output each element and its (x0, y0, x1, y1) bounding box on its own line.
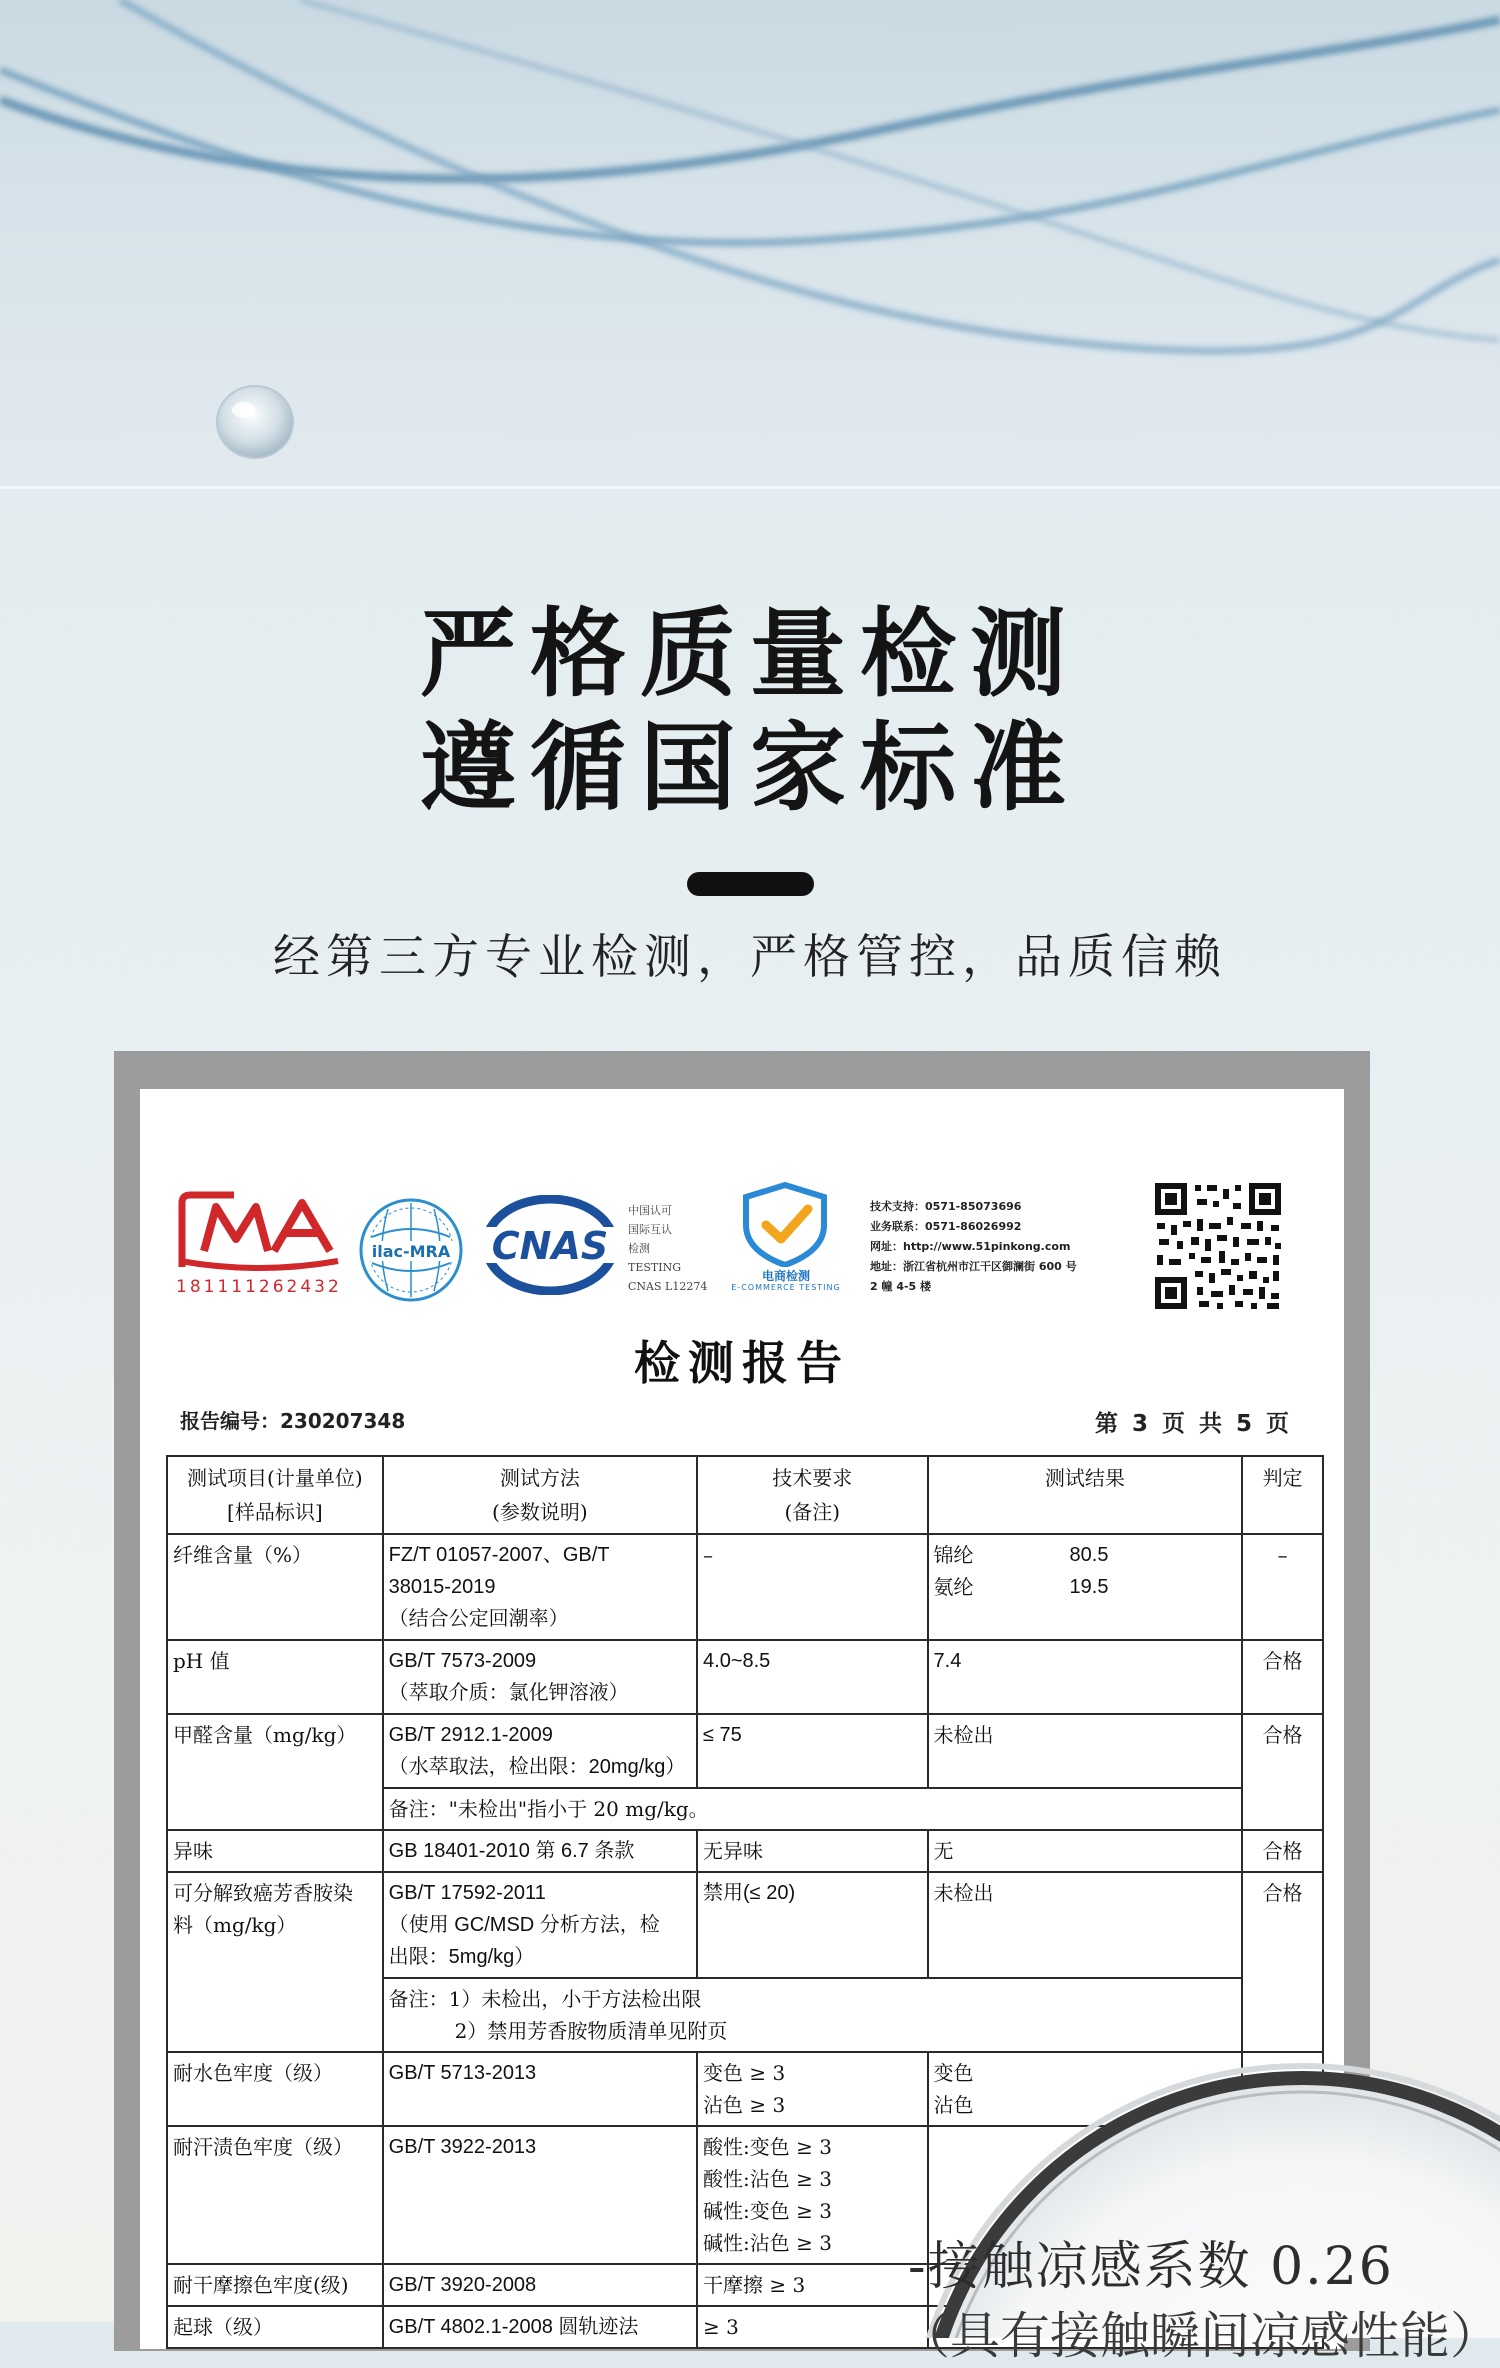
divider-bar (687, 872, 814, 896)
cell-method (383, 1640, 697, 1714)
method-line: （结合公定回潮率） (388, 1608, 569, 1630)
req-line: 酸性:沾色 ≥ 3 (703, 2167, 832, 2191)
cell-method: GB/T 3922-2013 (383, 2126, 697, 2264)
report-number: 报告编号：230207348 (180, 1409, 406, 1433)
cell-method (383, 1714, 697, 1788)
header-method (383, 1456, 697, 1534)
header-req-sub: (备注) (784, 1500, 841, 1524)
fiber-value: 80.5 (1069, 1544, 1109, 1566)
subtitle: 经第三方专业检测，严格管控，品质信赖 (273, 930, 1227, 985)
req-line: 变色 ≥ 3 (703, 2061, 786, 2085)
header-req-label: 技术要求 (772, 1466, 853, 1490)
hero-image (0, 0, 1500, 489)
cell-method: GB 18401-2010 第 6.7 条款 (383, 1830, 697, 1872)
cell-item: 纤维含量（%） (167, 1534, 383, 1640)
table-row (167, 1830, 1323, 1872)
contact-line: 2 幢 4-5 楼 (870, 1280, 932, 1293)
cnas-text-line: 国际互认 (628, 1223, 672, 1236)
header-requirement (697, 1456, 928, 1534)
cell-result: 未检出 (928, 1714, 1243, 1788)
cell-result: 无 (928, 1830, 1243, 1872)
method-line: 38015-2019 (388, 1576, 496, 1598)
cell-item (167, 1872, 383, 2052)
cell-item: 耐干摩擦色牢度(级) (167, 2264, 383, 2306)
cell-judgement: 合格 (1242, 1872, 1323, 2052)
cell-judgement: – (1242, 1534, 1323, 1640)
table-row (167, 1640, 1323, 1714)
cell-method: GB/T 3920-2008 (383, 2264, 697, 2306)
header-method-label: 测试方法 (499, 1466, 580, 1490)
cell-judgement: 合格 (1242, 1640, 1323, 1714)
cell-item: 甲醛含量（mg/kg） (167, 1714, 383, 1830)
cell-requirement: 4.0~8.5 (697, 1640, 928, 1714)
cnas-text-line: 中国认可 (628, 1204, 672, 1217)
req-line: 碱性:变色 ≥ 3 (703, 2199, 832, 2223)
note-line: 备注：1）未检出，小于方法检出限 (388, 1987, 702, 2011)
contact-info (870, 1197, 1077, 1297)
cell-result (928, 1534, 1243, 1640)
cnas-text-line: CNAS L12274 (628, 1280, 708, 1293)
result-line: 变色 (933, 2061, 974, 2085)
contact-line: 地址：浙江省杭州市江干区御澜街 600 号 (870, 1260, 1077, 1273)
cell-judgement: 合格 (1242, 1830, 1323, 1872)
cell-requirement: – (697, 1534, 928, 1640)
header-result-label: 测试结果 (1044, 1466, 1125, 1490)
headline-line-2: 遵循国家标准 (420, 712, 1080, 824)
cell-method (383, 1534, 697, 1640)
header-method-sub: (参数说明) (492, 1500, 588, 1524)
ilac-mra-logo (358, 1197, 464, 1303)
cell-method: GB/T 5713-2013 (383, 2052, 697, 2126)
cma-number: 181111262432 (176, 1277, 342, 1297)
table-header-row (167, 1456, 1323, 1534)
cell-method (383, 1872, 697, 1978)
cell-result: 7.4 (928, 1640, 1243, 1714)
result-line: 沾色 (933, 2093, 974, 2117)
cnas-accreditation-text (628, 1201, 707, 1296)
cell-judgement: 合格 (1242, 1714, 1323, 1830)
header-judgement (1242, 1456, 1323, 1534)
req-line: 酸性:变色 ≥ 3 (703, 2135, 832, 2159)
method-line: GB/T 2912.1-2009 (388, 1724, 553, 1746)
fiber-name: 氨纶 (933, 1575, 974, 1599)
cnas-logo (480, 1195, 620, 1295)
cell-requirement: 干摩擦 ≥ 3 (697, 2264, 928, 2306)
svg-text:ilac-MRA: ilac-MRA (371, 1242, 451, 1261)
method-line: FZ/T 01057-2007、GB/T (388, 1544, 610, 1566)
contact-line: 业务联系：0571-86026992 (870, 1220, 1022, 1233)
method-line: GB/T 7573-2009 (388, 1650, 537, 1672)
qr-code (1153, 1181, 1283, 1311)
header-judge-label: 判定 (1262, 1466, 1303, 1490)
page-number: 第 3 页 共 5 页 (1094, 1411, 1292, 1437)
cell-requirement: ≤ 75 (697, 1714, 928, 1788)
cell-item: 起球（级） (167, 2306, 383, 2348)
ecommerce-label: 电商检测 (761, 1269, 810, 1283)
req-line: 碱性:沾色 ≥ 3 (703, 2231, 832, 2255)
headline-line-1: 严格质量检测 (420, 598, 1080, 710)
header-item-sub: [样品标识] (227, 1500, 323, 1524)
note-line: 2）禁用芳香胺物质清单见附页 (454, 2019, 728, 2043)
cell-result: 未检出 (928, 1872, 1243, 1978)
header-item-label: 测试项目(计量单位) (187, 1466, 363, 1490)
item-line: 料（mg/kg） (173, 1913, 297, 1937)
cell-note: 备注："未检出"指小于 20 mg/kg。 (383, 1788, 1242, 1830)
ecommerce-label-en: E-COMMERCE TESTING (731, 1283, 841, 1292)
cell-item: 耐水色牢度（级） (167, 2052, 383, 2126)
table-row (167, 1872, 1323, 1978)
table-row (167, 1714, 1323, 1788)
water-fibers-illustration (0, 0, 1500, 486)
header-result (928, 1456, 1243, 1534)
ecommerce-testing-shield-icon (732, 1181, 838, 1267)
method-line: （使用 GC/MSD 分析方法，检 (388, 1914, 660, 1936)
cnas-text-line: 检测 (628, 1242, 650, 1255)
contact-line: 网址：http://www.51pinkong.com (870, 1240, 1071, 1253)
magnified-text-line-2: （具有接触瞬间凉感性能） (900, 2307, 1500, 2365)
contact-line: 技术支持：0571-85073696 (870, 1200, 1022, 1213)
method-line: 出限：5mg/kg） (388, 1946, 535, 1968)
cma-logo (174, 1189, 344, 1275)
cell-method: GB/T 4802.1-2008 圆轨迹法 (383, 2306, 697, 2348)
header-item (167, 1456, 383, 1534)
cell-requirement: 无异味 (697, 1830, 928, 1872)
report-title: 检测报告 (634, 1336, 850, 1390)
fiber-name: 锦纶 (933, 1543, 974, 1567)
cell-requirement: 禁用(≤ 20) (697, 1872, 928, 1978)
method-line: （水萃取法，检出限：20mg/kg） (388, 1756, 686, 1778)
cell-requirement: ≥ 3 (697, 2306, 928, 2348)
cell-item: 耐汗渍色牢度（级） (167, 2126, 383, 2264)
fiber-value: 19.5 (1069, 1576, 1109, 1598)
method-line: （萃取介质：氯化钾溶液） (388, 1682, 629, 1704)
cell-item: 异味 (167, 1830, 383, 1872)
svg-text:CNAS: CNAS (491, 1224, 609, 1268)
item-line: 可分解致癌芳香胺染 (173, 1881, 353, 1905)
cell-item: pH 值 (167, 1640, 383, 1714)
method-line: GB/T 17592-2011 (388, 1882, 546, 1904)
req-line: 沾色 ≥ 3 (703, 2093, 786, 2117)
cnas-text-line: TESTING (628, 1261, 681, 1274)
magnified-text-line-1: -接触凉感系数 0.26 (908, 2237, 1394, 2297)
table-row (167, 1534, 1323, 1640)
